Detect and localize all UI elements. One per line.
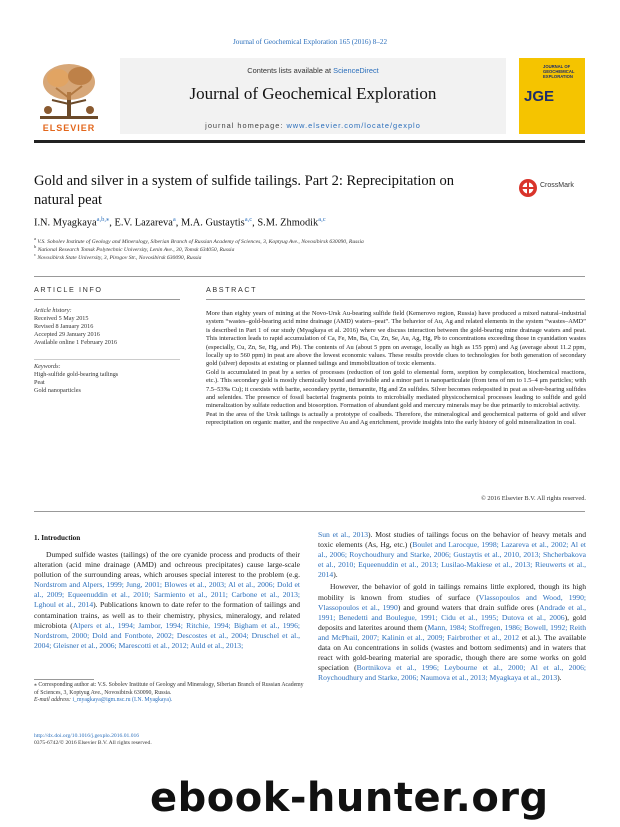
citation-link[interactable]: Nordstrom and Alpers, 1999; Jung, 2001; Blowes et al., 2003; Al et al., 2006; Dold et al., 2009; Equeenuddin et al., 2010; Sarmiento et al., 2011; Carbone et al., 2013; Lghoul et al., 2014 xyxy=(34,580,300,610)
body-text: However, the behavior of gold in tailings remains little explored, though its high mobility is known from studies of surface ( xyxy=(318,582,586,602)
watermark-text: ebook-hunter.org xyxy=(150,775,549,821)
history-label: Article history: xyxy=(34,307,72,314)
citation-link[interactable]: Bortnikova et al., 1996; Leybourne et al., 2000; Al et al., 2006; Roychoudhury and Starke, 2006; Naumova et al., 2013; Myagkaya et al., 2013 xyxy=(318,663,586,683)
author-affil-marker[interactable]: a xyxy=(172,216,176,223)
author-separator: , xyxy=(252,217,258,229)
author-affil-marker[interactable]: a,c xyxy=(318,216,326,223)
history-entry: Available online 1 February 2016 xyxy=(34,339,118,346)
corresponding-author-footnote xyxy=(34,682,304,705)
article-title: Gold and silver in a system of sulfide tailings. Part 2: Reprecipitation on natural peat xyxy=(34,173,455,208)
crossmark-badge[interactable] xyxy=(518,178,586,198)
crossmark-icon xyxy=(518,178,538,198)
history-entry: Revised 8 January 2016 xyxy=(34,323,94,330)
body-text: ). xyxy=(333,570,338,580)
cover-title: JOURNAL OF GEOCHEMICAL EXPLORATION xyxy=(543,64,575,79)
author-affil-marker[interactable]: a,b,⁎ xyxy=(96,216,110,223)
contents-prefix: Contents lists available at xyxy=(247,66,332,75)
affiliation-key: b xyxy=(34,244,37,249)
email-label: E-mail address: xyxy=(34,697,71,704)
abstract-copyright: © 2016 Elsevier B.V. All rights reserved. xyxy=(480,495,586,502)
article-history xyxy=(34,307,174,347)
header-rule xyxy=(34,140,585,143)
body-paragraph xyxy=(318,582,586,683)
citation-link[interactable]: Sun et al., 2013 xyxy=(318,530,369,539)
doi-block xyxy=(34,733,304,748)
affiliation-key: c xyxy=(34,252,36,257)
history-entry: Accepted 29 January 2016 xyxy=(34,331,100,338)
abstract-heading: ABSTRACT xyxy=(206,285,258,294)
citation-link[interactable]: Mann, 1984; Stoffregen, 1986; Bowell, 1992; Reith and McPhail, 2007; Kalinin et al., 2009; Fairbrother et al., 2012 xyxy=(318,622,586,642)
cover-abbrev: JGE xyxy=(524,88,555,105)
author-name[interactable]: M.A. Gustaytis xyxy=(180,217,245,229)
footnote-rule xyxy=(34,679,94,680)
keywords-block xyxy=(34,363,174,395)
body-text: Dumped sulfide wastes (tailings) of the ore cyanide process and products of their alteration (acid mine drainage (AMD) and ochreous precipitates) cause large-scale pollution of the surrounding areas, which arouses special interest to the problem (e.g. xyxy=(34,550,300,580)
author-name[interactable]: I.N. Myagkaya xyxy=(34,217,97,229)
citation-link[interactable]: Alpers et al., 1994; Jambor, 1994; Ritchie, 1994; Bigham et al., 1996; Nordstrom, 2000; Dold and Fontbote, 2002; Descostes et al., 2004; Druschel et al., 2004; Gleisner et al., 2006; Marescotti et al., 2012; Auld et al., 2013; xyxy=(34,620,300,650)
author-name[interactable]: S.M. Zhmodik xyxy=(257,217,319,229)
history-entry: Received 5 May 2015 xyxy=(34,315,89,322)
body-text: ) and ground waters that drain sulfide ores ( xyxy=(397,602,540,612)
article-info-divider xyxy=(34,299,180,300)
doi-link[interactable]: http://dx.doi.org/10.1016/j.gexplo.2016.01.016 xyxy=(34,733,140,739)
keyword: High-sulfide gold-bearing tailings xyxy=(34,371,119,378)
author-name[interactable]: E.V. Lazareva xyxy=(114,217,173,229)
elsevier-tree-logo xyxy=(34,58,104,132)
abstract-paragraph: More than eighty years of mining at the Novo-Ursk Au-bearing sulfide field (Kemerovo region, Russia) have produced a mixed natural–industrial system “wastes–gold-bearing acid mine drainage (AMD) waters–peat”. The behavior of Au, Ag and related elements in the system “wastes–AMD” is described in Part 1 of our study (Myagkaya et al. 2016) where we discuss interaction between the gold-bearing mine drainage waters and peat. This interaction leads to rapid accumulation of Ca, Fe, Mn, Ba, Cu, Zn, Se, Au, Ag, Hg, Pb to concentrations exceeding those in cyanidation wastes (especially, Cu, Zn, Se, Hg, and Pb). The contents of Au (about 5 ppm on average, locally as high as 155 ppm) and Ag (average about 11.2 ppm, locally up to 560 ppm) in peat are above the lowest economic values. These results provide clues to technologies for both generation of secondary gold (silver) deposits at existing or planned tailings and immobilization of toxic elements. xyxy=(206,310,586,368)
affiliation-text: V.S. Sobolev Institute of Geology and Mineralogy, Siberian Branch of Russian Academy of Sciences, 3, Koptyug Ave., Novosibirsk 630090, Russia xyxy=(37,238,364,245)
sciencedirect-link[interactable]: ScienceDirect xyxy=(333,66,379,75)
body-text: ), gold deposits and laterites around them ( xyxy=(318,612,586,632)
citation-link[interactable]: Boulet and Larocque, 1998; Lazareva et al., 2002; Al et al., 2006; Roychoudhury and Starke, 2006; Gustaytis et al., 2010, 2013; Shcherbakova et al., 2010; Equeenuddin et al., 2013; Lusilao-Makiese et al., 2013; Rieuwerts et al., 2014 xyxy=(318,540,586,580)
section-divider xyxy=(34,276,585,277)
crossmark-label: CrossMark xyxy=(540,182,574,189)
affiliation-text: Novosibirsk State University, 3, Pirogov Str., Novosibirsk 630090, Russia xyxy=(37,254,202,261)
keyword: Peat xyxy=(34,379,45,386)
article-info-heading: ARTICLE INFO xyxy=(34,285,103,294)
section-heading: 1. Introduction xyxy=(34,534,81,542)
body-paragraph xyxy=(318,530,586,580)
body-paragraph xyxy=(34,550,300,651)
affiliation-text: National Research Tomsk Polytechnic University, Lenin Ave., 30, Tomsk 634050, Russia xyxy=(37,246,235,253)
citation-link[interactable]: Vlassopoulos and Wood, 1990; Vlassopoulos et al., 1990 xyxy=(318,592,586,612)
body-text: et al.). The available data on Au concentrations in solids (wastes and bottom sediments) and in waters that react with gold-bearing material are sporadic, though there are some works on gold speciation ( xyxy=(318,632,586,673)
body-column-left xyxy=(34,550,300,651)
journal-title: Journal of Geochemical Exploration xyxy=(189,84,437,103)
journal-citation[interactable]: Journal of Geochemical Exploration 165 (2016) 8–22 xyxy=(232,38,388,46)
author-separator: , xyxy=(175,217,181,229)
body-text: ). Publications known to date refer to the formation of tailings and contamination trains, as well as to their chemistry, physics, mineralogy, and related microbiota ( xyxy=(34,600,301,630)
author-affil-marker[interactable]: a,c xyxy=(244,216,253,223)
abstract-paragraph: Peat in the area of the Ursk tailings is actually a prototype of coalbeds. Therefore, the mineralogical and geochemical patterns of gold and silver reprecipitation on organic matter, and the respective Au and Ag enrichment, provide insights into the early history of gold mineralization in coal. xyxy=(206,410,586,427)
abstract-paragraph: Gold is accumulated in peat by a series of processes (reduction of ion gold to elemental form, sorption by complexation, biochemical reactions, etc.). This secondary gold is mostly chemically bound and invisible and a minor part is nanoparticulate (from tens of nm to 1.5–4 μm particles; with 7.5–53‰ Cu); it coexists with barite, secondary pyrite, tiemannite, Hg and Zn sulfides. Silver becomes redeposited in peat as silver-bearing sulfides and selenides. The presence of fossil bacterial fragments points to microbially mediated physicochemical processes leading to sulfide and gold mineralization by sulfate reduction and biosorption. Formation of abundant gold and mercury minerals may be due primarily to microbial activity. xyxy=(206,368,586,410)
footnote-text: ⁎ Corresponding author at: V.S. Sobolev Institute of Geology and Mineralogy, Siberian Branch of Russian Academy of Sciences, 3, Koptyug Ave., Novosibirsk 630090, Russia. xyxy=(34,682,304,696)
abstract-divider xyxy=(206,299,585,300)
body-divider xyxy=(34,511,585,512)
email-link[interactable]: i_myagkaya@igm.nsc.ru (I.N. Myagkaya). xyxy=(72,697,173,704)
keywords-divider xyxy=(34,359,180,360)
body-column-right xyxy=(318,530,586,683)
keyword: Gold nanoparticles xyxy=(34,387,81,394)
author-list xyxy=(34,215,574,228)
citation-link[interactable]: Andrade et al., 1991; Benedetti and Boulegue, 1991; Cidu et al., 1995; Dutova et al., 2006 xyxy=(318,602,586,622)
keywords-label: Keywords: xyxy=(34,363,61,370)
author-separator: , xyxy=(109,217,115,229)
body-text: ). Most studies of tailings focus on the behavior of heavy metals and toxic elements (As, Hg, etc.) ( xyxy=(318,530,586,550)
rights-line: 0375-6742/© 2016 Elsevier B.V. All rights reserved. xyxy=(34,740,152,747)
journal-cover-thumbnail[interactable] xyxy=(519,58,585,134)
body-text: ). xyxy=(557,673,562,683)
journal-homepage xyxy=(120,121,506,130)
homepage-link[interactable]: www.elsevier.com/locate/gexplo xyxy=(286,121,421,130)
publisher-name: ELSEVIER xyxy=(42,123,96,133)
affiliation-key: a xyxy=(34,236,36,241)
contents-line xyxy=(120,66,506,75)
abstract-body xyxy=(206,310,586,428)
homepage-prefix: journal homepage: xyxy=(205,121,284,130)
affiliation xyxy=(34,252,574,261)
